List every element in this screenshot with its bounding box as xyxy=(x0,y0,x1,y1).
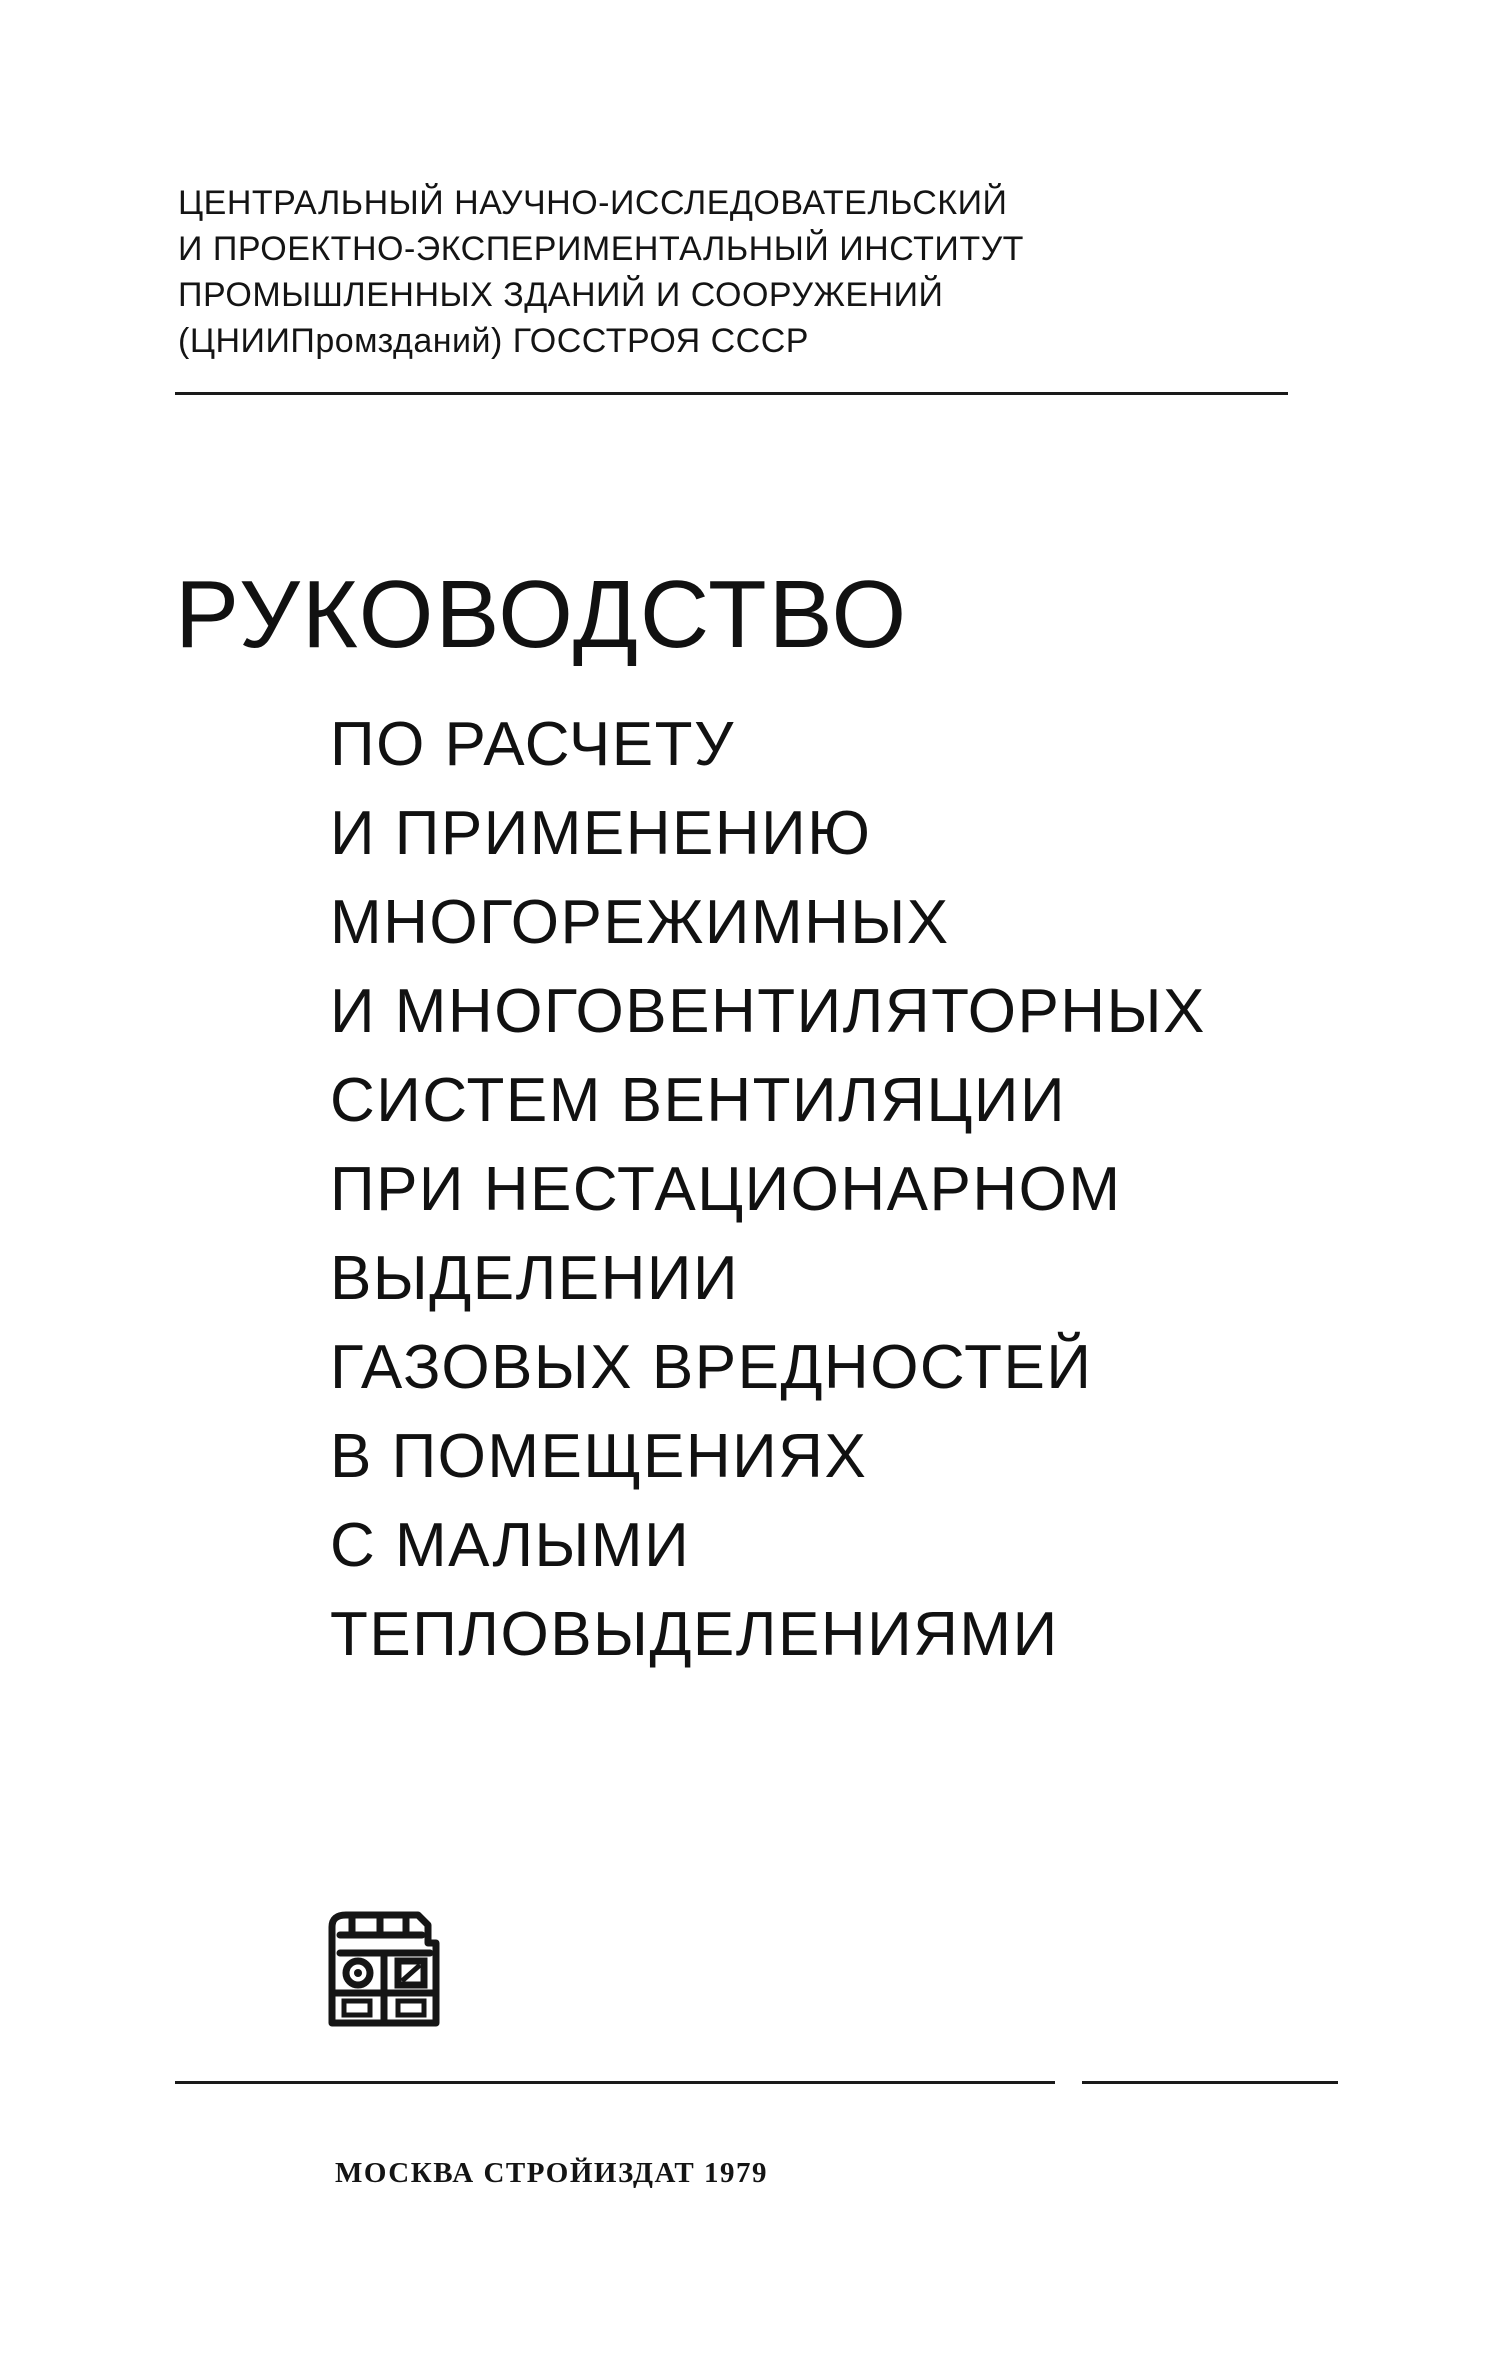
bottom-divider-short xyxy=(1082,2081,1338,2084)
bottom-divider-long xyxy=(175,2081,1055,2084)
subtitle-line: С МАЛЫМИ xyxy=(330,1511,691,1580)
subtitle-block xyxy=(330,700,1330,1679)
subtitle-line: ПРИ НЕСТАЦИОНАРНОМ xyxy=(330,1155,1122,1224)
institution-line: (ЦНИИПромзданий) ГОССТРОЯ СССР xyxy=(178,322,809,360)
subtitle-line: И ПРИМЕНЕНИЮ xyxy=(330,799,872,868)
subtitle-line: ВЫДЕЛЕНИИ xyxy=(330,1244,740,1313)
main-title: РУКОВОДСТВО xyxy=(175,561,909,668)
institution-line: ЦЕНТРАЛЬНЫЙ НАУЧНО-ИССЛЕДОВАТЕЛЬСКИЙ xyxy=(178,184,1008,222)
institution-line: И ПРОЕКТНО-ЭКСПЕРИМЕНТАЛЬНЫЙ ИНСТИТУТ xyxy=(178,230,1024,268)
subtitle-line: ГАЗОВЫХ ВРЕДНОСТЕЙ xyxy=(330,1333,1093,1402)
institution-block xyxy=(178,180,1328,364)
publisher-emblem-icon xyxy=(322,1905,447,2030)
subtitle-line: МНОГОРЕЖИМНЫХ xyxy=(330,888,950,957)
institution-line: ПРОМЫШЛЕННЫХ ЗДАНИЙ И СООРУЖЕНИЙ xyxy=(178,276,944,314)
publisher-imprint: МОСКВА СТРОЙИЗДАТ 1979 xyxy=(335,2157,768,2189)
top-divider xyxy=(175,392,1288,395)
subtitle-line: ПО РАСЧЕТУ xyxy=(330,710,735,779)
subtitle-line: ТЕПЛОВЫДЕЛЕНИЯМИ xyxy=(330,1600,1059,1669)
subtitle-line: И МНОГОВЕНТИЛЯТОРНЫХ xyxy=(330,977,1206,1046)
subtitle-line: В ПОМЕЩЕНИЯХ xyxy=(330,1422,868,1491)
subtitle-line: СИСТЕМ ВЕНТИЛЯЦИИ xyxy=(330,1066,1067,1135)
